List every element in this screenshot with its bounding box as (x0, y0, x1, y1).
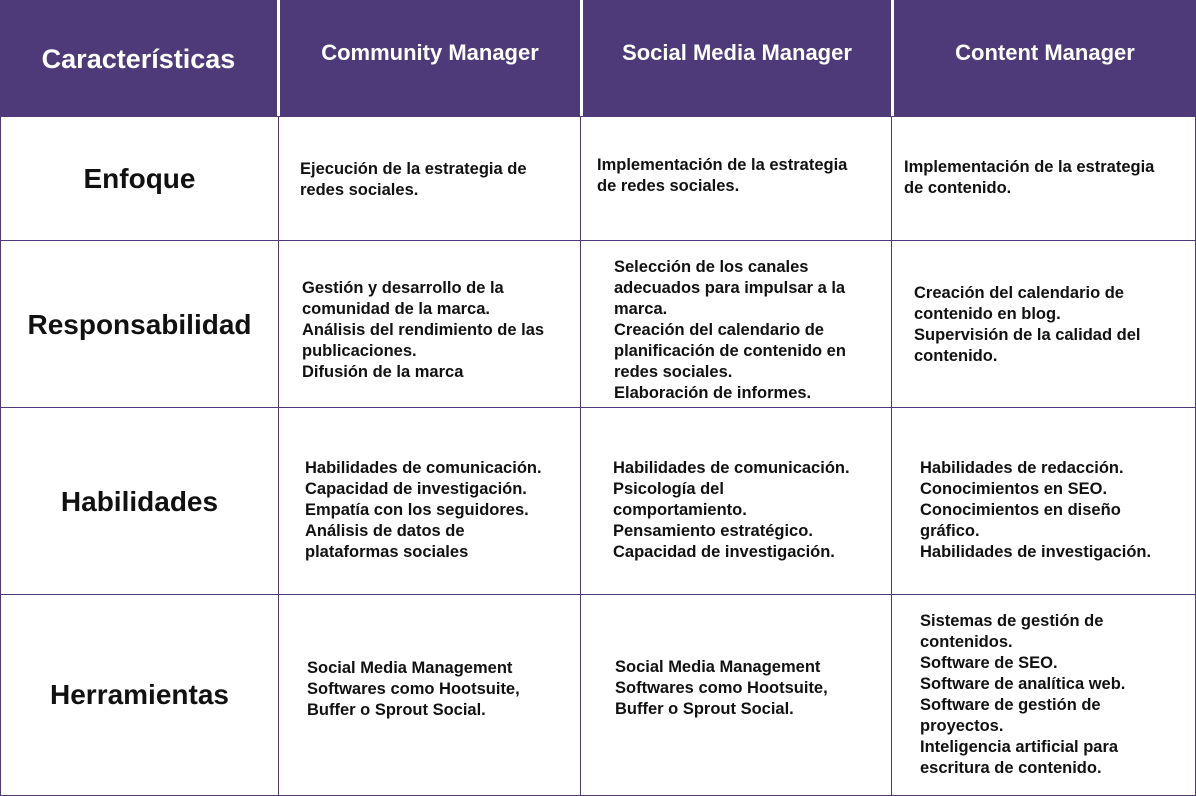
line: Social Media Management (615, 658, 821, 676)
line: Análisis de datos de (305, 522, 465, 540)
row-label-habilidades (0, 407, 279, 596)
row-label-habilidades-text: Habilidades (60, 485, 219, 517)
cell-enfoque-community (278, 116, 582, 242)
cell-herramientas-content-text (920, 611, 1125, 779)
cell-enfoque-community-text (300, 159, 527, 201)
line: escritura de contenido. (920, 759, 1102, 777)
line: redes sociales. (614, 363, 733, 381)
header-divider (580, 0, 583, 116)
cell-herramientas-content (891, 594, 1196, 796)
line: Habilidades de redacción. (920, 459, 1124, 477)
header-content-manager-label: Content Manager (955, 40, 1135, 65)
row-label-responsabilidad (0, 240, 279, 409)
cell-habilidades-social (580, 407, 893, 596)
line: Conocimientos en diseño (920, 501, 1121, 519)
cell-herramientas-community-text (307, 658, 520, 721)
cell-responsabilidad-social (580, 240, 893, 409)
line: Capacidad de investigación. (305, 480, 527, 498)
header-social-media-manager-label: Social Media Manager (622, 40, 852, 65)
line: Elaboración de informes. (614, 384, 812, 402)
cell-habilidades-community-text (305, 458, 542, 563)
line: contenidos. (920, 633, 1013, 651)
line: Softwares como Hootsuite, (615, 679, 828, 697)
cell-herramientas-social-text (615, 657, 828, 720)
line: Software de gestión de (920, 696, 1101, 714)
line: Creación del calendario de (614, 321, 824, 339)
row-label-herramientas-text: Herramientas (50, 679, 229, 710)
line: Pensamiento estratégico. (613, 522, 813, 540)
line: plataformas sociales (305, 543, 469, 561)
cell-responsabilidad-community-text (302, 278, 544, 383)
line: Supervisión de la calidad del (914, 326, 1141, 344)
line: Habilidades de comunicación. (613, 459, 850, 477)
cell-responsabilidad-content (891, 240, 1196, 409)
line: Empatía con los seguidores. (305, 501, 529, 519)
line: contenido en blog. (914, 305, 1061, 323)
line: Habilidades de investigación. (920, 543, 1152, 561)
cell-enfoque-content-text (904, 157, 1154, 199)
line: Psicología del (613, 480, 724, 498)
cell-herramientas-community (278, 594, 582, 796)
cell-responsabilidad-social-text (614, 257, 846, 404)
line: planificación de contenido en (614, 342, 846, 360)
cell-enfoque-social-text (597, 155, 847, 197)
header-social-media-manager (583, 0, 891, 116)
line: Habilidades de comunicación. (305, 459, 542, 477)
line: de redes sociales. (597, 177, 740, 195)
line: Creación del calendario de (914, 284, 1124, 302)
cell-habilidades-content-text (920, 458, 1151, 563)
row-label-herramientas (0, 594, 279, 796)
header-divider (891, 0, 894, 116)
cell-habilidades-content (891, 407, 1196, 596)
line: proyectos. (920, 717, 1004, 735)
line: publicaciones. (302, 342, 417, 360)
header-caracteristicas (0, 0, 277, 116)
header-caracteristicas-label: Características (41, 43, 236, 74)
line: Gestión y desarrollo de la (302, 279, 504, 297)
cell-enfoque-social (580, 116, 893, 242)
line: Análisis del rendimiento de las (302, 321, 545, 339)
line: Software de analítica web. (920, 675, 1126, 693)
line: Implementación de la estrategia (597, 156, 848, 174)
line: Capacidad de investigación. (613, 543, 835, 561)
line: de contenido. (904, 179, 1012, 197)
line: gráfico. (920, 522, 980, 540)
cell-responsabilidad-community (278, 240, 582, 409)
header-community-manager-label: Community Manager (321, 40, 539, 65)
line: comunidad de la marca. (302, 300, 490, 318)
line: Ejecución de la estrategia de (300, 160, 527, 178)
line: Softwares como Hootsuite, (307, 680, 520, 698)
cell-responsabilidad-content-text (914, 283, 1141, 367)
header-divider (277, 0, 280, 116)
line: Implementación de la estrategia (904, 158, 1155, 176)
line: marca. (614, 300, 668, 318)
row-label-enfoque-text: Enfoque (83, 163, 196, 194)
cell-habilidades-community (278, 407, 582, 596)
line: Buffer o Sprout Social. (307, 701, 486, 719)
line: redes sociales. (300, 181, 419, 199)
line: Difusión de la marca (302, 363, 464, 381)
row-label-enfoque (0, 116, 279, 242)
line: Software de SEO. (920, 654, 1058, 672)
cell-enfoque-content (891, 116, 1196, 242)
header-community-manager (280, 0, 580, 116)
cell-herramientas-social (580, 594, 893, 796)
line: Buffer o Sprout Social. (615, 700, 794, 718)
line: Selección de los canales (614, 258, 809, 276)
line: Conocimientos en SEO. (920, 480, 1108, 498)
line: Social Media Management (307, 659, 513, 677)
row-label-responsabilidad-text: Responsabilidad (27, 308, 252, 340)
line: adecuados para impulsar a la (614, 279, 846, 297)
line: contenido. (914, 347, 998, 365)
line: comportamiento. (613, 501, 747, 519)
cell-habilidades-social-text (613, 458, 850, 563)
header-content-manager (894, 0, 1196, 116)
line: Inteligencia artificial para (920, 738, 1119, 756)
line: Sistemas de gestión de (920, 612, 1104, 630)
